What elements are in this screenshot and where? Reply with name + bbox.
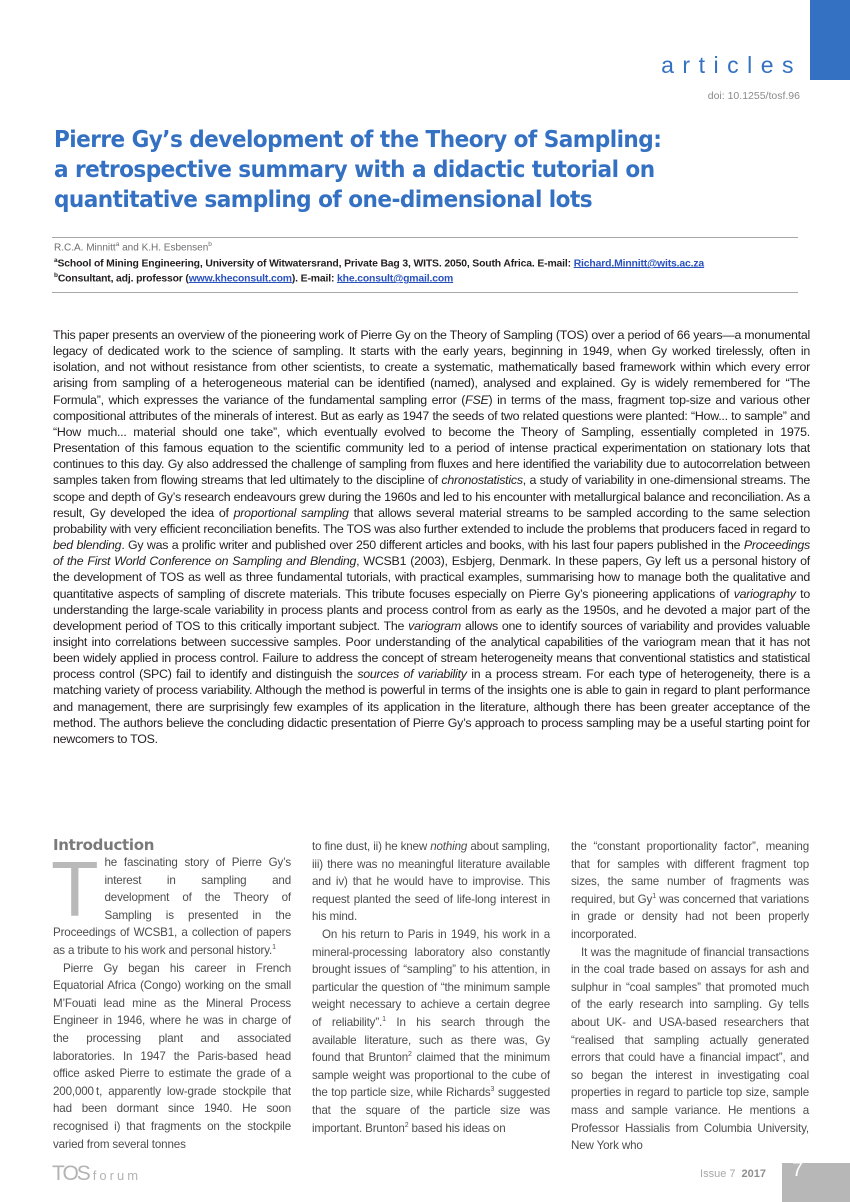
italic-term: sources of variability [357,667,467,682]
section-heading-introduction: Introduction [53,836,155,854]
body-paragraph [312,926,550,1137]
citation-mark: 1 [652,892,656,900]
body-paragraph [571,838,809,944]
title-divider [52,237,798,238]
citation-mark: 2 [404,1121,409,1129]
drop-cap: T [51,845,99,933]
italic-term: variogram [408,618,462,633]
body-paragraph [312,838,550,926]
text-run: ) in terms of the mass, fragment top-size and various other compositional attributes of the minerals of interest. But as early as 1947 the seeds of two related questions were planted: “How... to sample” and “How much... material should one take”, which eventually evolved to become the Theory of Sampling, essentially completed in 1975. Presentation of this famous equation to the scientific community led to a period of intense practical experimentation on stationary lots that continues to this day. Gy also addressed the challenge of sampling from fluxes and here identified the variability due to autocorrelation between samples taken from flowing streams that led ultimately to the discipline of [53,392,810,488]
text-run: based his ideas on [408,1121,506,1135]
text-run: On his return to Paris in 1949, his work in a mineral-processing laboratory also constantly brought issues of “sampling” to his attention, in particular the question of “the minimum sample weight necessary to achieve a certain degree of reliability”. [312,927,550,1029]
text-run: , a study of variability in one-dimensional streams. The scope and depth of Gy’s research endeavours grew during the 1960s and led to his encounter with metallurgical balance and reconciliation. As a result, Gy developed the idea of [53,473,810,520]
text-run: to understanding the large-scale variability in process plants and process control from as early as the 1950s, and he devoted a major part of the development period of TOS to this critically important subject. The [53,586,810,633]
citation-mark: 2 [408,1051,412,1059]
author-name: K.H. Esbensen [141,242,209,254]
abstract [53,327,810,747]
italic-term: Proceedings of the First World Conference on Sampling and Blending [53,538,810,569]
text-run: , WCSB1 (2003), Esbjerg, Denmark. In these papers, Gy left us a personal history of the development of TOS as well as three fundamental tutorials, with practical examples, summarising how to manage both the qualitative and quantitative aspects of sampling of discrete materials. This tribute focuses especially on Pierre Gy’s pioneering applications of [53,554,810,601]
author-joiner: and [119,242,142,254]
section-label: articles [661,52,802,78]
text-run: that allows several material streams to be sampled according to the same selection probability with very efficient reconciliation benefits. The TOS was also further extended to include the problems that producers faced in regard to [53,505,810,536]
citation-mark: 1 [382,1016,386,1024]
text-run: Pierre Gy began his career in French Equatorial Africa (Congo) working on the small M’Fouati lead mine as the Mineral Process Engineer in 1946, where he was in charge of the processing plant and associated laboratories. In 1947 the Paris-based head office asked Pierre to estimate the grade of a 200,000 t, apparently low-grade stockpile that had been dormant since 1940. He soon recognised i) that fragments on the stockpile varied from several tonnes [53,961,291,1151]
text-run: In his search through the available literature, such as there was, Gy found that Brunton [312,1015,550,1065]
title-line: Pierre Gy’s development of the Theory of Sampling: [54,125,662,153]
italic-term: nothing [430,840,468,853]
author-affiliation-mark: b [208,241,212,248]
text-run: was concerned that variations in grade or density had not been properly incorporated. [571,892,809,941]
title-line: quantitative sampling of one-dimensional lots [54,185,593,213]
author-line [54,241,212,253]
text-run: to fine dust, ii) he knew [312,840,431,853]
website-link[interactable]: www.kheconsult.com [188,273,292,285]
italic-term: bed blending [53,538,122,553]
text-run: in a process stream. For each type of heterogeneity, there is a matching variety of process variability. Although the method is powerful in terms of the insights one is able to gain in regard to plant performance and management, there are surprisingly few examples of its application in the literature, although there has been greater acceptance of the method. The authors believe the concluding didactic presentation of Pierre Gy’s approach to process sampling may be a useful starting point for newcomers to TOS. [53,667,810,746]
logo-tos: TOS [52,1162,89,1185]
section-color-tab [810,0,850,80]
italic-term: chronostatistics [441,473,523,488]
issue-info [700,1168,766,1180]
author-name: R.C.A. Minnitt [54,242,116,254]
body-paragraph [53,960,291,1154]
text-run: about sampling, iii) there was no meaningful literature available and iv) that he would have to improvise. This request planted the seed of life-long interest in his mind. [312,840,550,924]
title-line: a retrospective summary with a didactic tutorial on [54,155,655,183]
citation-mark: 3 [490,1086,495,1094]
text-run: he fascinating story of Pierre Gy’s interest in sampling and development of the Theory of Sampling is presented in the Proceedings of WCSB1, a collection of papers as a tribute to his work and personal history. [53,856,291,957]
column-2 [312,838,550,1137]
affiliation-a [54,257,704,269]
text-run: It was the magnitude of financial transactions in the coal trade based on assays for ash and sulphur in “coal samples” that promoted much of the early research into sampling. Gy tells about UK- and USA-based researchers that “realised that sampling actually generated errors that could have a financial impact”, and so began the interest in investigating coal properties in regard to particle top size, sample mass and sample variance. He mentions a Professor Hassialis from Columbia University, New York who [571,945,809,1153]
text-run: the “constant proportionality factor”, meaning that for samples with different fragment top sizes, the same number of fragments was required, but Gy [571,840,809,906]
body-paragraph [571,944,809,1155]
affiliation-b [54,272,453,284]
text-run: allows one to identify sources of variability and provides valuable insight into correlations between successive samples. Poor understanding of the analytical capabilities of the variogram mean that it has not been widely applied in process control. Failure to address the concept of stream heterogeneity means that conventional statistics and statistical process control (SPC) fail to identify and distinguish the [53,618,811,682]
logo-forum: forum [92,1168,142,1183]
italic-term: variography [733,586,796,601]
page-number: 7 [792,1159,804,1181]
text-run: suggested that the square of the particle size was important. Brunton [312,1086,550,1135]
affiliation-text: School of Mining Engineering, University of Witwatersrand, Private Bag 3, WITS. 2050, South Africa. E-mail: [57,258,574,270]
issue-year: 2017 [741,1168,766,1180]
italic-term: FSE [465,392,489,407]
affiliation-divider [52,292,798,293]
email-link[interactable]: khe.consult@gmail.com [337,273,454,285]
body-columns [51,836,810,1153]
column-1 [53,836,291,1153]
column-3 [571,838,809,1155]
citation-mark: 1 [272,944,276,952]
author-affiliation-mark: a [115,241,120,248]
affiliation-text: Consultant, adj. professor ( [57,273,189,285]
page-number-tab [782,1159,850,1202]
issue-label: Issue 7 [700,1168,736,1180]
text-run: This paper presents an overview of the pioneering work of Pierre Gy on the Theory of Sampling (TOS) over a period of 66 years—a monumental legacy of dedicated work to the science of sampling. It starts with the early years, beginning in 1949, when Gy worked tirelessly, often in isolation, and not without resistance from other scientists, to create a systematic, mathematically based framework within which every error arising from sampling of a heterogeneous material can be identified (named), analysed and explained. Gy is widely remembered for “The Formula”, which expresses the variance of the fundamental sampling error ( [53,328,810,407]
journal-logo [52,1162,141,1186]
article-title [54,124,735,214]
text-run: claimed that the minimum sample weight was proportional to the cube of the top particle size, while Richards [312,1051,550,1100]
email-link[interactable]: Richard.Minnitt@wits.ac.za [573,258,705,270]
text-run: . Gy was a prolific writer and published over 250 different articles and books, with his last four papers published in the [121,538,744,553]
italic-term: proportional sampling [233,505,349,520]
affiliation-mark: b [54,272,58,279]
affiliation-text: ). E-mail: [291,273,337,285]
affiliation-mark: a [54,257,58,264]
doi: doi: 10.1255/tosf.96 [707,90,800,102]
